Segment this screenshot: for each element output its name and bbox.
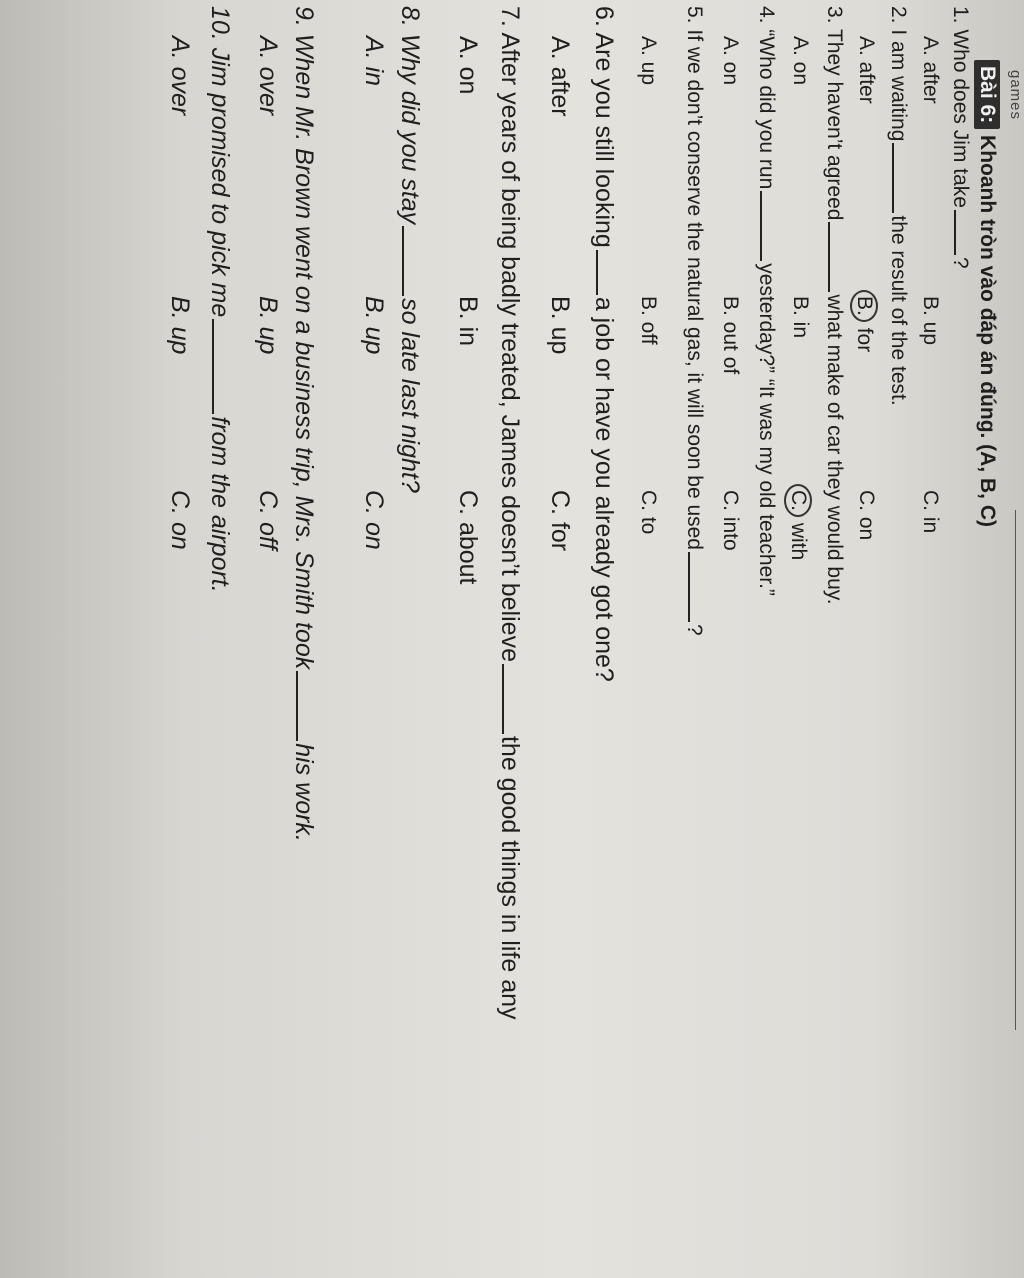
option-b[interactable]: B. in <box>789 296 812 339</box>
answer-blank[interactable] <box>892 143 894 213</box>
option-b[interactable]: B. up <box>360 296 388 355</box>
circled-mark: C. <box>784 484 812 517</box>
exercise-header <box>974 60 1000 527</box>
question-3 <box>822 6 846 605</box>
option-c[interactable]: C. on <box>166 490 194 550</box>
option-c[interactable]: C. off <box>254 490 282 550</box>
question-text: If we don’t conserve the natural gas, it will soon be used <box>683 29 706 550</box>
question-5 <box>682 6 706 636</box>
question-4 <box>754 6 778 596</box>
header-fragment: games <box>1007 70 1024 121</box>
question-text: “Who did you run <box>755 29 778 190</box>
question-number: 4. <box>755 6 778 24</box>
circled-mark: B. <box>850 290 878 322</box>
option-c[interactable]: C. to <box>637 490 660 535</box>
question-text: When Mr. Brown went on a business trip, Mrs. Smith took <box>290 33 318 670</box>
question-6 <box>589 6 618 682</box>
option-c[interactable]: C. on <box>855 490 878 541</box>
question-text: They haven’t agreed <box>823 28 846 221</box>
answer-blank[interactable] <box>212 319 214 414</box>
answer-blank[interactable] <box>828 222 830 292</box>
option-c[interactable]: C. into <box>719 490 742 551</box>
option-a[interactable]: A. on <box>719 36 742 86</box>
question-text-end: ? <box>683 624 706 636</box>
question-text: After years of being badly treated, James doesn’t believe <box>496 32 524 662</box>
option-b[interactable]: B. up <box>546 296 574 355</box>
question-text: Are you still looking <box>590 32 618 248</box>
option-b[interactable]: B. in <box>454 296 482 347</box>
question-1 <box>948 6 972 269</box>
question-2 <box>886 6 910 406</box>
question-text: I am waiting <box>887 29 910 142</box>
question-number: 1. <box>949 6 972 24</box>
question-text-end: a job or have you already got one? <box>590 296 618 682</box>
option-b[interactable]: B. out of <box>719 296 742 375</box>
question-text-end: the result of the test. <box>887 215 910 406</box>
question-7 <box>495 6 524 1020</box>
question-text: Why did you stay <box>396 33 424 225</box>
question-text: Jim promised to pick me <box>206 47 234 318</box>
option-a[interactable]: A. after <box>546 36 574 117</box>
question-text-end: so late last night? <box>396 298 424 493</box>
exercise-badge: Bài 6: <box>974 60 1000 129</box>
answer-blank[interactable] <box>502 664 504 734</box>
question-text-end: what make of car they would buy. <box>823 294 846 605</box>
option-b[interactable]: B. up <box>166 296 194 355</box>
question-text-end: from the airport. <box>206 416 234 593</box>
question-number: 6. <box>590 6 618 27</box>
answer-blank[interactable] <box>402 226 404 296</box>
header-rule <box>1015 510 1016 1030</box>
instruction-text: Khoanh tròn vào đáp án đúng. (A, B, C) <box>976 135 999 528</box>
question-number: 8. <box>396 6 424 27</box>
question-8 <box>395 6 424 493</box>
option-c[interactable]: C. for <box>546 490 574 552</box>
question-text-end: ? <box>949 256 972 269</box>
question-number: 9. <box>290 6 318 27</box>
question-number: 2. <box>887 6 910 24</box>
question-text-end: his work. <box>290 743 318 842</box>
option-c[interactable]: C. about <box>454 490 482 585</box>
question-text-end: the good things in life any <box>496 735 524 1020</box>
option-a[interactable]: A. on <box>789 36 812 86</box>
question-number: 3. <box>823 6 846 24</box>
option-c[interactable] <box>784 490 812 560</box>
question-number: 10. <box>206 6 234 41</box>
option-text: for <box>853 327 876 353</box>
option-c[interactable]: C. on <box>360 490 388 550</box>
question-text: Who does Jim take <box>949 29 972 208</box>
option-a[interactable]: A. in <box>360 36 388 87</box>
option-a[interactable]: A. over <box>254 36 282 116</box>
option-b[interactable]: B. up <box>919 296 942 346</box>
question-9 <box>289 6 318 842</box>
question-10 <box>205 6 234 593</box>
question-text-end: yesterday?” “It was my old teacher.” <box>755 263 778 596</box>
option-text: with <box>787 522 810 561</box>
answer-blank[interactable] <box>596 250 598 295</box>
question-number: 7. <box>496 6 524 27</box>
option-a[interactable]: A. after <box>919 36 942 104</box>
answer-blank[interactable] <box>688 552 690 622</box>
option-c[interactable]: C. in <box>919 490 942 534</box>
answer-blank[interactable] <box>296 671 298 741</box>
question-number: 5. <box>683 6 706 24</box>
answer-blank[interactable] <box>954 210 956 255</box>
option-a[interactable]: A. on <box>454 36 482 95</box>
option-b[interactable] <box>850 296 878 352</box>
answer-blank[interactable] <box>760 191 762 261</box>
option-b[interactable]: B. up <box>254 296 282 355</box>
option-a[interactable]: A. after <box>855 36 878 104</box>
option-a[interactable]: A. up <box>637 36 660 86</box>
option-a[interactable]: A. over <box>166 36 194 116</box>
option-b[interactable]: B. off <box>637 296 660 345</box>
